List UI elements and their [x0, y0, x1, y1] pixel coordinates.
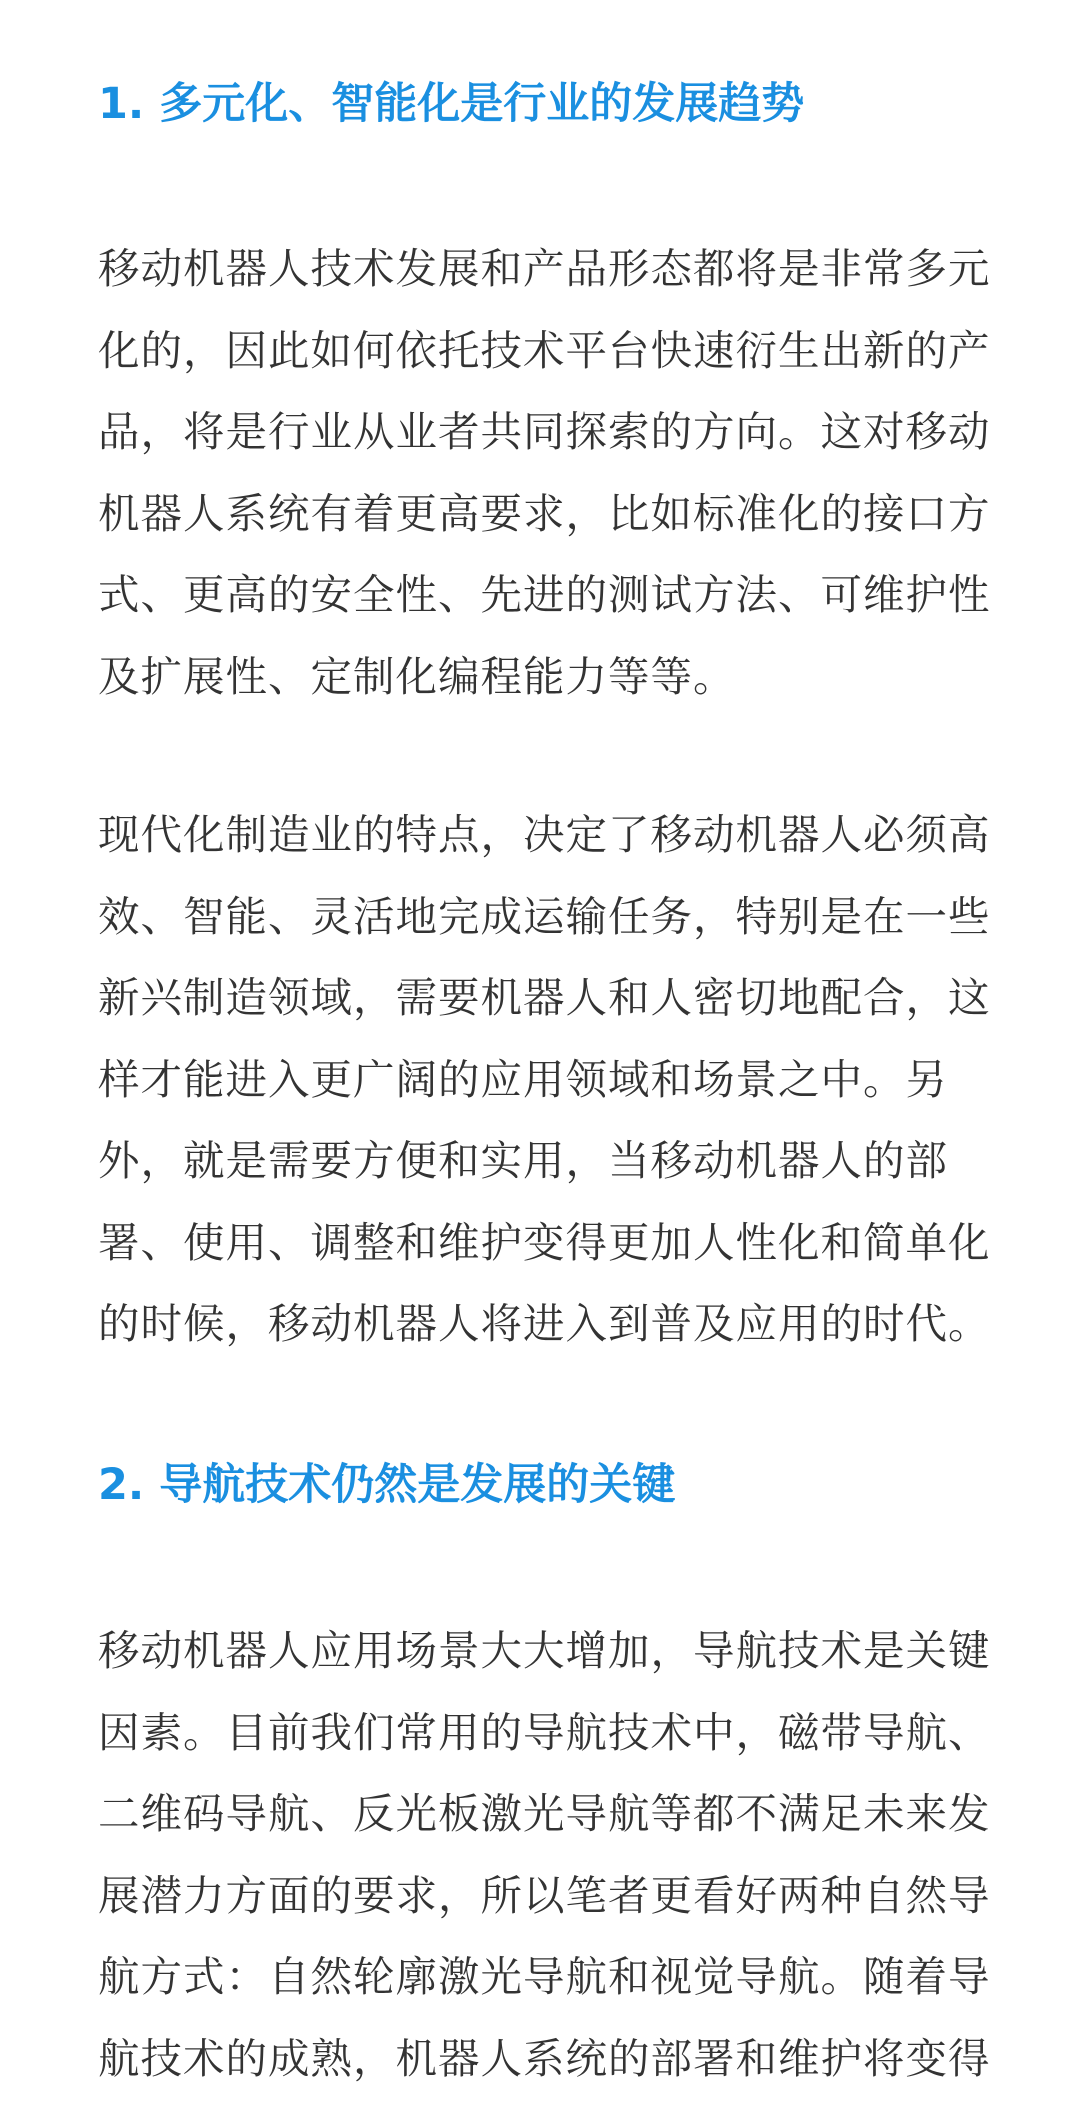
paragraph-line: 化的，因此如何依托技术平台快速衍生出新的产 — [98, 325, 991, 375]
paragraph-line: 现代化制造业的特点，决定了移动机器人必须高 — [98, 810, 991, 859]
paragraph-line: 样才能进入更广阔的应用领域和场景之中。另 — [98, 1054, 949, 1104]
paragraph-line: 式、更高的安全性、先进的测试方法、可维护性 — [98, 570, 991, 619]
paragraph-line: 新兴制造领域，需要机器人和人密切地配合，这 — [98, 973, 991, 1022]
section-heading-2: 2. 导航技术仍然是发展的关键 — [98, 1460, 676, 1510]
paragraph-line: 航技术的成熟，机器人系统的部署和维护将变得 — [98, 2033, 991, 2083]
paragraph-line: 品，将是行业从业者共同探索的方向。这对移动 — [98, 407, 991, 456]
paragraph-line: 因素。目前我们常用的导航技术中，磁带导航、 — [98, 1707, 991, 1757]
section-heading-1: 1. 多元化、智能化是行业的发展趋势 — [98, 79, 805, 129]
paragraph-line: 外，就是需要方便和实用，当移动机器人的部 — [98, 1136, 949, 1185]
paragraph-line: 二维码导航、反光板激光导航等都不满足未来发 — [98, 1789, 991, 1838]
paragraph-3 — [98, 1610, 998, 2099]
paragraph-line: 移动机器人技术发展和产品形态都将是非常多元 — [98, 244, 991, 293]
paragraph-line: 及扩展性、定制化编程能力等等。 — [98, 651, 736, 701]
paragraph-2 — [98, 794, 998, 1365]
paragraph-1 — [98, 228, 998, 717]
paragraph-line: 机器人系统有着更高要求，比如标准化的接口方 — [98, 488, 991, 538]
paragraph-line: 效、智能、灵活地完成运输任务，特别是在一些 — [98, 891, 991, 941]
paragraph-line: 航方式：自然轮廓激光导航和视觉导航。随着导 — [98, 1952, 991, 2001]
paragraph-line: 署、使用、调整和维护变得更加人性化和简单化 — [98, 1217, 991, 1267]
paragraph-line: 的时候，移动机器人将进入到普及应用的时代。 — [98, 1299, 991, 1348]
paragraph-line: 展潜力方面的要求，所以笔者更看好两种自然导 — [98, 1870, 991, 1920]
paragraph-line: 移动机器人应用场景大大增加，导航技术是关键 — [98, 1626, 991, 1675]
